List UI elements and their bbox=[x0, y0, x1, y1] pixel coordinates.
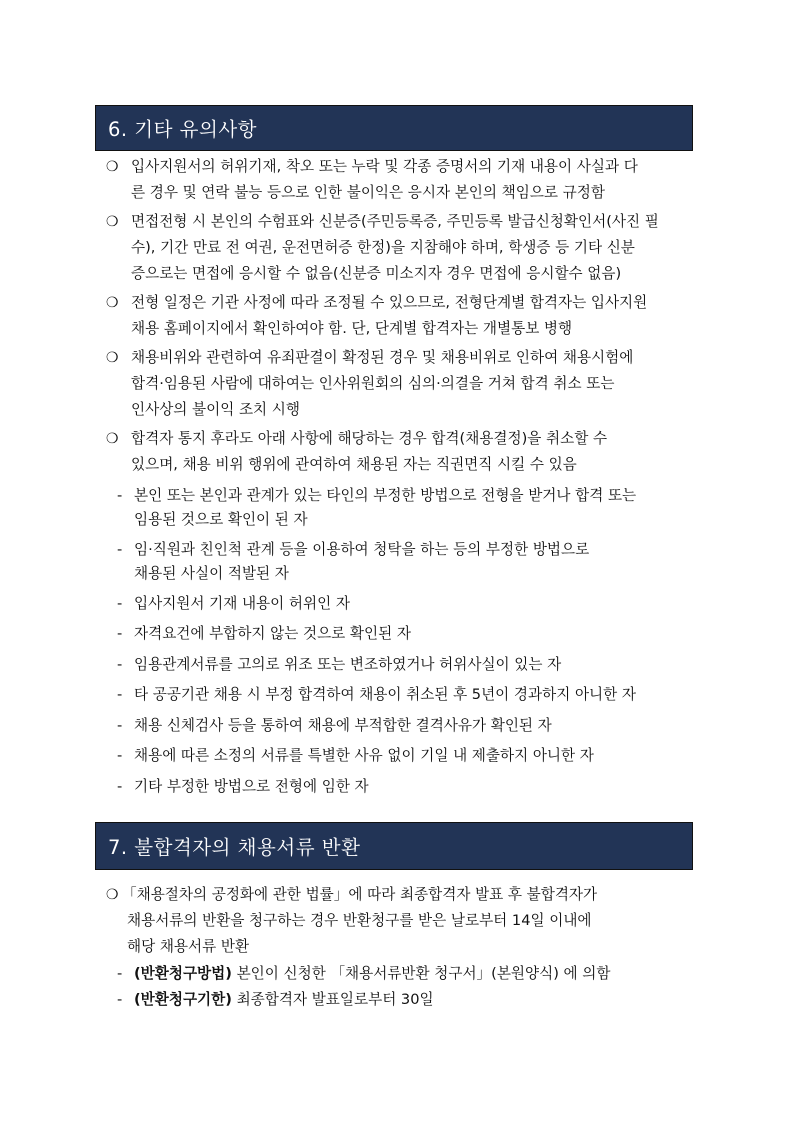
subitem-1-line-1: 본인 또는 본인과 관계가 있는 타인의 부정한 방법으로 전형을 받거나 합격 또는 bbox=[134, 487, 637, 504]
bullet-icon: ❍ bbox=[106, 214, 119, 230]
section-7-line-3: 해당 채용서류 반환 bbox=[127, 938, 250, 955]
bullet-2-line-1: 면접전형 시 본인의 수험표와 신분증(주민등록증, 주민등록 발급신청확인서(사진 필 bbox=[131, 213, 659, 230]
section-7-line-1: 「채용절차의 공정화에 관한 법률」에 따라 최종합격자 발표 후 불합격자가 bbox=[122, 886, 598, 903]
dash-marker: - bbox=[117, 991, 123, 1008]
bullet-icon: ❍ bbox=[106, 350, 119, 366]
section-6-header bbox=[95, 105, 693, 151]
subitem-2-line-1: 임·직원과 친인척 관계 등을 이용하여 청탁을 하는 등의 부정한 방법으로 bbox=[134, 541, 590, 558]
bullet-1-line-2: 른 경우 및 연락 불능 등으로 인한 불이익은 응시자 본인의 책임으로 규정함 bbox=[131, 184, 605, 201]
dash-marker: - bbox=[117, 747, 123, 764]
bullet-3-line-2: 채용 홈페이지에서 확인하여야 함. 단, 단계별 합격자는 개별통보 병행 bbox=[131, 320, 573, 337]
bullet-5-line-2: 있으며, 채용 비위 행위에 관여하여 채용된 자는 직권면직 시킬 수 있음 bbox=[131, 456, 577, 473]
dash-marker: - bbox=[117, 656, 123, 673]
bullet-icon: ❍ bbox=[106, 295, 119, 311]
bullet-4-line-3: 인사상의 불이익 조치 시행 bbox=[131, 401, 300, 418]
dash-marker: - bbox=[117, 541, 123, 558]
section-7-title: 7. 불합격자의 채용서류 반환 bbox=[108, 836, 361, 859]
dash-marker: - bbox=[117, 487, 123, 504]
dash-marker: - bbox=[117, 595, 123, 612]
subitem-1-line-2: 임용된 것으로 확인이 된 자 bbox=[134, 511, 308, 528]
return-method-text: 본인이 신청한 「채용서류반환 청구서」(본원양식) 에 의함 bbox=[231, 965, 611, 982]
dash-marker: - bbox=[117, 778, 123, 795]
subitem-2-line-2: 채용된 사실이 적발된 자 bbox=[134, 565, 289, 582]
dash-marker: - bbox=[117, 625, 123, 642]
return-method-label: (반환청구방법) bbox=[134, 965, 232, 982]
subitem-5: 임용관계서류를 고의로 위조 또는 변조하였거나 허위사실이 있는 자 bbox=[134, 656, 562, 673]
dash-marker: - bbox=[117, 686, 123, 703]
bullet-4-line-2: 합격·임용된 사람에 대하여는 인사위원회의 심의·의결을 거쳐 합격 취소 또는 bbox=[131, 375, 615, 392]
bullet-4-line-1: 채용비위와 관련하여 유죄판결이 확정된 경우 및 채용비위로 인하여 채용시험에 bbox=[131, 349, 634, 366]
return-method-item bbox=[134, 964, 611, 984]
return-deadline-text: 최종합격자 발표일로부터 30일 bbox=[231, 991, 434, 1008]
section-6-title: 6. 기타 유의사항 bbox=[108, 118, 258, 141]
subitem-8: 채용에 따른 소정의 서류를 특별한 사유 없이 기일 내 제출하지 아니한 자 bbox=[134, 747, 594, 764]
dash-marker: - bbox=[117, 965, 123, 982]
section-7-line-2: 채용서류의 반환을 청구하는 경우 반환청구를 받은 날로부터 14일 이내에 bbox=[127, 912, 592, 929]
subitem-6: 타 공공기관 채용 시 부정 합격하여 채용이 취소된 후 5년이 경과하지 아니한 자 bbox=[134, 686, 636, 703]
bullet-2-line-2: 수), 기간 만료 전 여권, 운전면허증 한정)을 지참해야 하며, 학생증 등 기타 신분 bbox=[131, 239, 635, 256]
return-deadline-item bbox=[134, 990, 434, 1010]
bullet-3-line-1: 전형 일정은 기관 사정에 따라 조정될 수 있으므로, 전형단계별 합격자는 입사지원 bbox=[131, 294, 648, 311]
subitem-3: 입사지원서 기재 내용이 허위인 자 bbox=[134, 595, 350, 612]
bullet-icon: ❍ bbox=[106, 159, 119, 175]
section-7-header bbox=[95, 822, 693, 870]
subitem-7: 채용 신체검사 등을 통하여 채용에 부적합한 결격사유가 확인된 자 bbox=[134, 717, 552, 734]
return-deadline-label: (반환청구기한) bbox=[134, 991, 232, 1008]
bullet-2-line-3: 증으로는 면접에 응시할 수 없음(신분증 미소지자 경우 면접에 응시할수 없음) bbox=[131, 265, 622, 282]
subitem-9: 기타 부정한 방법으로 전형에 임한 자 bbox=[134, 778, 369, 795]
bullet-5-line-1: 합격자 통지 후라도 아래 사항에 해당하는 경우 합격(채용결정)을 취소할 수 bbox=[131, 430, 608, 447]
subitem-4: 자격요건에 부합하지 않는 것으로 확인된 자 bbox=[134, 625, 411, 642]
bullet-icon: ❍ bbox=[106, 887, 119, 903]
bullet-1-line-1: 입사지원서의 허위기재, 착오 또는 누락 및 각종 증명서의 기재 내용이 사실과 다 bbox=[131, 158, 638, 175]
dash-marker: - bbox=[117, 717, 123, 734]
bullet-icon: ❍ bbox=[106, 431, 119, 447]
